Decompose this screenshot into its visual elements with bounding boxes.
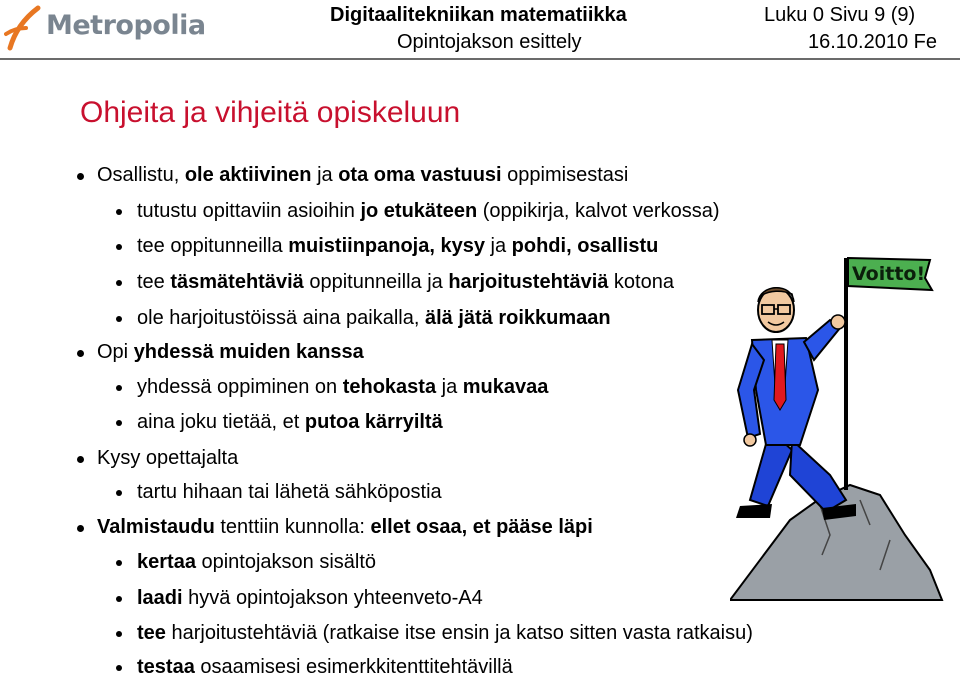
bullet-text-bold: ellet osaa, et pääse läpi — [370, 516, 593, 538]
bullet-text: ja — [436, 376, 463, 398]
bullet-text: kotona — [608, 271, 674, 293]
bullet-text-bold: täsmätehtäviä — [170, 271, 304, 293]
logo-text: Metropolia — [46, 10, 206, 41]
bullet-text: (oppikirja, kalvot verkossa) — [477, 200, 720, 222]
bullet-text: tartu hihaan tai lähetä sähköpostia — [137, 481, 442, 503]
bullet-text: oppimisestasi — [501, 164, 629, 186]
bullet-item — [137, 656, 513, 679]
bullet-icon — [77, 456, 84, 463]
bullet-icon — [116, 596, 122, 602]
bullet-text: harjoitustehtäviä (ratkaise itse ensin ja katso sitten vasta ratkaisu) — [165, 622, 753, 644]
bullet-text: osaamisesi esimerkkitenttitehtävillä — [194, 656, 513, 678]
bullet-text-bold: putoa kärryiltä — [304, 411, 443, 433]
bullet-text: oppitunneilla ja — [303, 271, 449, 293]
bullet-item — [137, 622, 753, 645]
header-divider — [0, 58, 960, 60]
bullet-icon — [116, 385, 122, 391]
slide-title: Ohjeita ja vihjeitä opiskeluun — [80, 96, 461, 129]
victory-climber-image — [730, 250, 960, 630]
bullet-icon — [116, 490, 122, 496]
course-title: Digitaalitekniikan matematiikka — [330, 4, 627, 26]
flag-text: Voitto! — [852, 263, 926, 285]
bullet-item — [97, 164, 628, 187]
bullet-icon — [116, 631, 122, 637]
bullet-item — [137, 587, 483, 610]
bullet-text: aina joku tietää, et — [137, 411, 305, 433]
bullet-text-bold: testaa — [137, 656, 195, 678]
bullet-text: tee oppitunneilla — [137, 235, 289, 257]
bullet-text-bold: pohdi, osallistu — [511, 235, 659, 257]
bullet-icon — [77, 173, 84, 180]
bullet-text-bold: tee — [137, 622, 166, 644]
bullet-text: yhdessä oppiminen on — [137, 376, 343, 398]
bullet-text: opintojakson sisältö — [195, 551, 377, 573]
bullet-icon — [116, 420, 122, 426]
bullet-text: Osallistu, — [97, 164, 185, 186]
bullet-item — [137, 271, 674, 294]
bullet-text-bold: Valmistaudu — [97, 516, 215, 538]
bullet-text: ja — [484, 235, 512, 257]
course-subtitle: Opintojakson esittely — [397, 31, 582, 53]
bullet-item — [137, 307, 611, 330]
bullet-icon — [77, 525, 84, 532]
bullet-item — [97, 341, 364, 364]
bullet-item — [137, 411, 443, 434]
page-info: Luku 0 Sivu 9 (9) — [764, 4, 916, 26]
bullet-icon — [116, 316, 122, 322]
bullet-item — [137, 481, 442, 504]
bullet-text-bold: ota oma vastuusi — [338, 164, 502, 186]
bullet-item — [137, 235, 658, 258]
bullet-text-bold: jo etukäteen — [360, 200, 478, 222]
bullet-item — [97, 516, 593, 539]
bullet-text-bold: kertaa — [137, 551, 196, 573]
bullet-text-bold: mukavaa — [462, 376, 549, 398]
bullet-item — [97, 447, 238, 470]
bullet-text-bold: yhdessä muiden kanssa — [133, 341, 364, 363]
bullet-item — [137, 551, 376, 574]
bullet-icon — [116, 209, 122, 215]
bullet-text: hyvä opintojakson yhteenveto-A4 — [182, 587, 483, 609]
bullet-text: tee — [137, 271, 171, 293]
bullet-text-bold: älä jätä roikkumaan — [424, 307, 611, 329]
bullet-text-bold: laadi — [137, 587, 183, 609]
bullet-icon — [116, 665, 122, 671]
bullet-item — [137, 376, 548, 399]
climber-illustration — [730, 250, 960, 630]
bullet-text: tutustu opittaviin asioihin — [137, 200, 361, 222]
bullet-icon — [116, 244, 122, 250]
bullet-icon — [116, 560, 122, 566]
metropolia-logo — [4, 4, 204, 54]
bullet-text-bold: muistiinpanoja, kysy — [288, 235, 485, 257]
bullet-item — [137, 200, 719, 223]
metropolia-logo-mark — [4, 4, 44, 52]
bullet-text: ja — [311, 164, 339, 186]
bullet-text-bold: ole aktiivinen — [184, 164, 312, 186]
bullet-text: ole harjoitustöissä aina paikalla, — [137, 307, 425, 329]
bullet-text-bold: tehokasta — [342, 376, 437, 398]
bullet-text: Kysy opettajalta — [97, 447, 239, 469]
bullet-text: Opi — [97, 341, 134, 363]
bullet-text: tenttiin kunnolla: — [214, 516, 371, 538]
bullet-icon — [77, 350, 84, 357]
bullet-text-bold: harjoitustehtäviä — [448, 271, 609, 293]
header-date: 16.10.2010 Fe — [808, 31, 937, 53]
bullet-icon — [116, 280, 122, 286]
